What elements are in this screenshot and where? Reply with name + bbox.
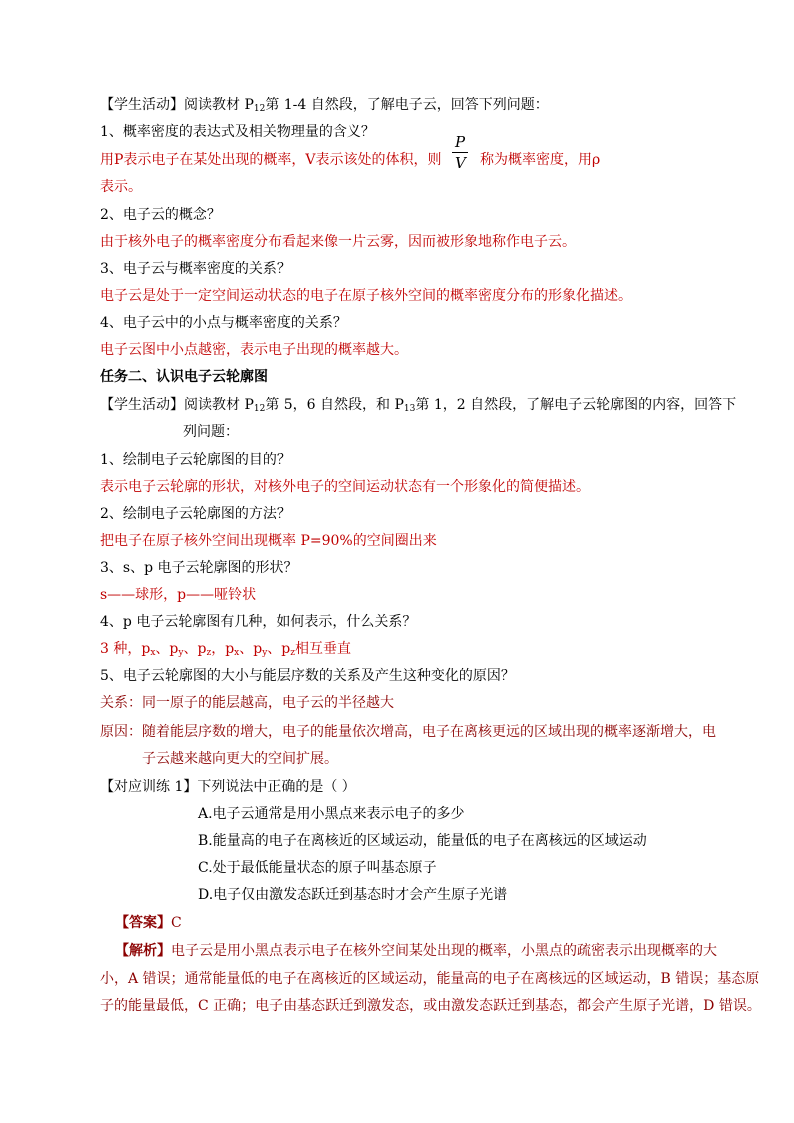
question-cloud-density-relation: 3、电子云与概率密度的关系？ xyxy=(100,261,291,277)
answer-shapes: s——球形，p——哑铃状 xyxy=(100,587,257,603)
option-d: D.电子仅由激发态跃迁到基态时才会产生原子光谱 xyxy=(198,887,508,903)
question-shapes: 3、s、p 电子云轮廓图的形状？ xyxy=(100,560,298,576)
question-size-relation: 5、电子云轮廓图的大小与能层序数的关系及产生这种变化的原因？ xyxy=(100,668,515,684)
student-activity-2-cont: 列问题： xyxy=(183,424,239,440)
answer-line: 【答案】C xyxy=(115,915,182,931)
answer-electron-cloud-concept: 由于核外电子的概率密度分布看起来像一片云雾，因而被形象地称作电子云。 xyxy=(100,234,576,250)
analysis-line-2: 小，A 错误；通常能量低的电子在离核近的区域运动，能量高的电子在离核远的区域运动，B 错误；基态原 xyxy=(100,971,760,987)
answer-size-reason-cont: 子云越来越向更大的空间扩展。 xyxy=(142,751,338,767)
question-electron-cloud-concept: 2、电子云的概念？ xyxy=(100,207,221,223)
student-activity-2: 【学生活动】阅读教材 $P_{12}$第 5，6 自然段，和 $P_{13}$第 1，2 自然段，了解电子云轮廓图的内容，回答下 xyxy=(100,397,737,414)
task2-title: 任务二、认识电子云轮廓图 xyxy=(100,369,268,385)
answer-purpose: 表示电子云轮廓的形状，对核外电子的空间运动状态有一个形象化的简便描述。 xyxy=(100,479,590,495)
answer-p-orbitals: 3 种，$p_x$、$p_y$、$p_z$，$p_x$、$p_y$、$p_z$相互垂直 xyxy=(100,641,352,658)
answer-size-reason: 原因：随着能层序数的增大，电子的能量依次增高，电子在离核更远的区域出现的概率逐渐增大，电 xyxy=(100,724,716,740)
option-a: A.电子云通常是用小黑点来表示电子的多少 xyxy=(198,806,465,822)
question-p-orbitals: 4、p 电子云轮廓图有几种，如何表示，什么关系？ xyxy=(100,614,417,630)
question-probability-density: 1、概率密度的表达式及相关物理量的含义？ xyxy=(100,124,375,140)
answer-size-relation: 关系：同一原子的能层越高，电子云的半径越大 xyxy=(100,695,394,711)
answer-method: 把电子在原子核外空间出现概率 P=90%的空间圈出来 xyxy=(100,533,437,549)
student-activity-1: 【学生活动】阅读教材 $P_{12}$第 1-4 自然段，了解电子云，回答下列问题： xyxy=(100,97,549,114)
answer-dots-density: 电子云图中小点越密，表示电子出现的概率越大。 xyxy=(100,342,408,358)
analysis-line-1: 【解析】电子云是用小黑点表示电子在核外空间某处出现的概率，小黑点的疏密表示出现概率的大 xyxy=(115,943,717,959)
option-c: C.处于最低能量状态的原子叫基态原子 xyxy=(198,860,437,876)
question-purpose: 1、绘制电子云轮廓图的目的？ xyxy=(100,452,291,468)
question-method: 2、绘制电子云轮廓图的方法？ xyxy=(100,506,291,522)
question-dots-density: 4、电子云中的小点与概率密度的关系？ xyxy=(100,315,347,331)
fraction-p-over-v: P V xyxy=(452,134,472,174)
answer-probability-density-c: 表示。 xyxy=(100,179,142,195)
answer-probability-density-a: 用P表示电子在某处出现的概率，V表示该处的体积，则 xyxy=(100,152,442,168)
exercise-stem: 【对应训练 1】下列说法中正确的是（ ） xyxy=(100,779,356,795)
answer-cloud-density-relation: 电子云是处于一定空间运动状态的电子在原子核外空间的概率密度分布的形象化描述。 xyxy=(100,288,632,304)
answer-probability-density-b: 称为概率密度，用ρ xyxy=(480,152,601,168)
analysis-line-3: 子的能量最低，C 正确；电子由基态跃迁到激发态，或由激发态跃迁到基态，都会产生原子光谱，D 错误。 xyxy=(100,998,761,1014)
option-b: B.能量高的电子在离核近的区域运动，能量低的电子在离核远的区域运动 xyxy=(198,833,647,849)
